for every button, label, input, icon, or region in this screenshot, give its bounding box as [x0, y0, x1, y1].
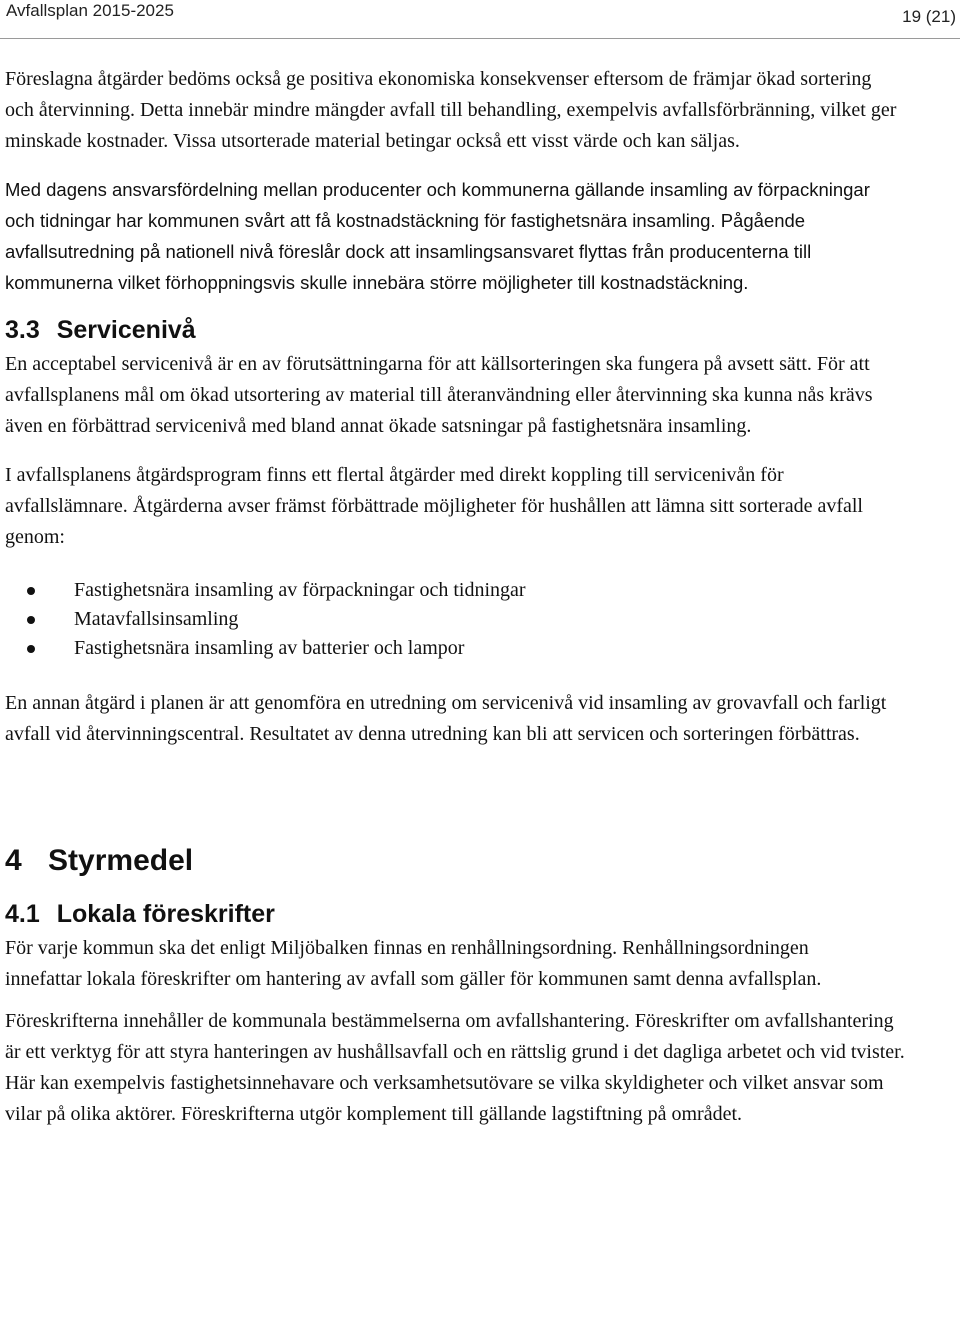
chapter-heading-4	[5, 843, 950, 879]
section-heading-3-3	[5, 315, 950, 345]
page-content	[5, 64, 950, 1130]
document-title: Avfallsplan 2015-2025	[6, 1, 174, 20]
page-number: 19 (21)	[902, 7, 956, 26]
list-item-text: Matavfallsinsamling	[74, 608, 239, 630]
paragraph-service-level: En acceptabel servicenivå är en av förutsättningarna för att källsorteringen ska fungera på avsett sätt. För att avfallsplanens mål om ökad utsortering av material till återanvändning eller återvinning ska kunna nås krävs även en förbättrad servicenivå med bland annat ökade satsningar på fastighetsnära insamling.	[5, 353, 873, 437]
page-header	[0, 0, 960, 39]
list-item	[5, 605, 950, 634]
paragraph-waste-ordinance: För varje kommun ska det enligt Miljöbalken finnas en renhållningsordning. Renhållningsordningen innefattar lokala föreskrifter om hantering av avfall som gäller för kommunen samt denna avfallsplan.	[5, 937, 822, 990]
bullet-icon	[27, 645, 35, 653]
bullet-icon	[27, 616, 35, 624]
paragraph-action-program: I avfallsplanens åtgärdsprogram finns ett flertal åtgärder med direkt koppling till servicenivån för avfallslämnare. Åtgärderna avser främst förbättrade möjligheter för hushållen att lämna sitt sorterade avfall genom:	[5, 464, 863, 548]
paragraph-investigation: En annan åtgärd i planen är att genomföra en utredning om servicenivå vid insamling av grovavfall och farligt avfall vid återvinningscentral. Resultatet av denna utredning kan bli att servicen och sorteringen förbättras.	[5, 692, 887, 745]
paragraph-regulations: Föreskrifterna innehåller de kommunala bestämmelserna om avfallshantering. Föreskrifter om avfallshantering är ett verktyg för att styra hanteringen av hushållsavfall och en rättslig grund i det dagliga arbetet och vid tvister. Här kan exempelvis fastighetsinnehavare och verksamhetsutövare se vilka skyldigheter och vilket ansvar som vilar på olika aktörer. Föreskrifterna utgör komplement till gällande lagstiftning på området.	[5, 1010, 905, 1125]
chapter-title: Styrmedel	[48, 844, 194, 877]
list-item	[5, 634, 950, 663]
list-item	[5, 576, 950, 605]
bullet-icon	[27, 587, 35, 595]
service-measures-list	[5, 576, 950, 663]
list-item-text: Fastighetsnära insamling av batterier och lampor	[74, 637, 465, 659]
section-number: 3.3	[5, 316, 40, 344]
chapter-number: 4	[5, 844, 22, 877]
paragraph-responsibility: Med dagens ansvarsfördelning mellan producenter och kommunerna gällande insamling av förpackningar och tidningar har kommunen svårt att få kostnadstäckning för fastighetsnära insamling. Pågående avfallsutredning på nationell nivå föreslår dock att insamlingsansvaret flyttas från producenterna till kommunerna vilket förhoppningsvis skulle innebära större möjligheter till kostnadstäckning.	[5, 179, 870, 293]
section-number: 4.1	[5, 900, 40, 928]
section-title: Lokala föreskrifter	[56, 900, 275, 928]
section-heading-4-1	[5, 899, 950, 929]
section-title: Servicenivå	[56, 316, 196, 344]
paragraph-economic-consequences: Föreslagna åtgärder bedöms också ge positiva ekonomiska konsekvenser eftersom de främjar ökad sortering och återvinning. Detta innebär mindre mängder avfall till behandling, exempelvis avfallsförbränning, vilket ger minskade kostnader. Vissa utsorterade material betingar också ett visst värde och kan säljas.	[5, 68, 897, 152]
list-item-text: Fastighetsnära insamling av förpackningar och tidningar	[74, 579, 526, 601]
